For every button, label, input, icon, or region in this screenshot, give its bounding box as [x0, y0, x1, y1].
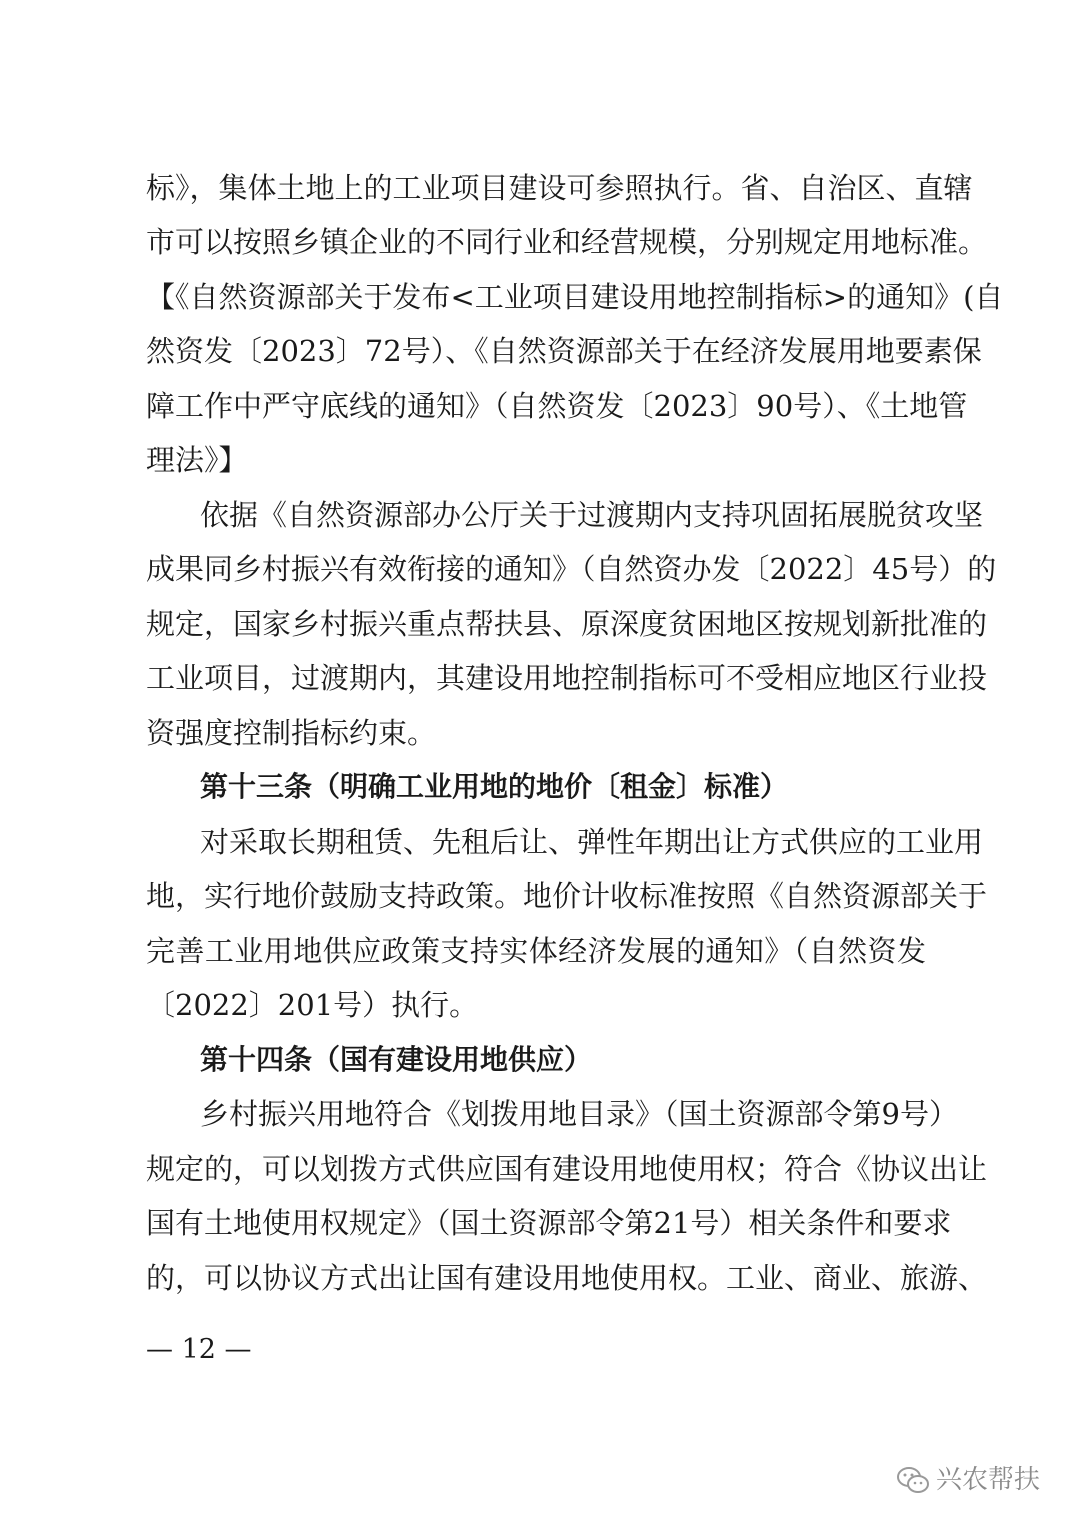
text-line: 【《自然资源部关于发布<工业项目建设用地控制指标>的通知》(自 — [146, 280, 1004, 314]
article-13-heading: 第十三条（明确工业用地的地价〔租金〕标准） — [200, 770, 789, 803]
watermark-text: 兴农帮扶 — [936, 1465, 1041, 1495]
page-number: — 12 — — [146, 1334, 252, 1365]
text-line: 〔2022〕201号）执行。 — [146, 988, 479, 1022]
text-line: 理法》】 — [146, 443, 248, 477]
watermark — [896, 1460, 1040, 1500]
text-line: 规定的，可以划拨方式供应国有建设用地使用权；符合《协议出让 — [146, 1152, 988, 1186]
text-line: 国有土地使用权规定》（国土资源部令第21号）相关条件和要求 — [146, 1206, 952, 1240]
text-line: 的，可以协议方式出让国有建设用地使用权。工业、商业、旅游、 — [146, 1261, 988, 1295]
wechat-icon — [896, 1465, 930, 1495]
text-line: 完善工业用地供应政策支持实体经济发展的通知》（自然资发 — [146, 934, 926, 968]
text-line: 障工作中严守底线的通知》（自然资发〔2023〕90号）、《土地管 — [146, 389, 968, 423]
text-line: 成果同乡村振兴有效衔接的通知》（自然资办发〔2022〕45号）的 — [146, 552, 997, 586]
text-line: 工业项目，过渡期内，其建设用地控制指标可不受相应地区行业投 — [146, 661, 988, 695]
text-line: 标》，集体土地上的工业项目建设可参照执行。省、自治区、直辖 — [146, 171, 973, 205]
text-line: 市可以按照乡镇企业的不同行业和经营规模，分别规定用地标准。 — [146, 225, 988, 259]
paragraph-first-line: 对采取长期租赁、先租后让、弹性年期出让方式供应的工业用 — [200, 825, 984, 859]
text-line: 地，实行地价鼓励支持政策。地价计收标准按照《自然资源部关于 — [146, 879, 988, 913]
text-line: 资强度控制指标约束。 — [146, 716, 437, 750]
paragraph-first-line: 依据《自然资源部办公厅关于过渡期内支持巩固拓展脱贫攻坚 — [200, 498, 984, 532]
paragraph-first-line: 乡村振兴用地符合《划拨用地目录》（国土资源部令第9号） — [200, 1097, 958, 1131]
article-14-heading: 第十四条（国有建设用地供应） — [200, 1043, 593, 1076]
text-line: 然资发〔2023〕72号）、《自然资源部关于在经济发展用地要素保 — [146, 334, 982, 368]
text-line: 规定，国家乡村振兴重点帮扶县、原深度贫困地区按规划新批准的 — [146, 607, 988, 641]
